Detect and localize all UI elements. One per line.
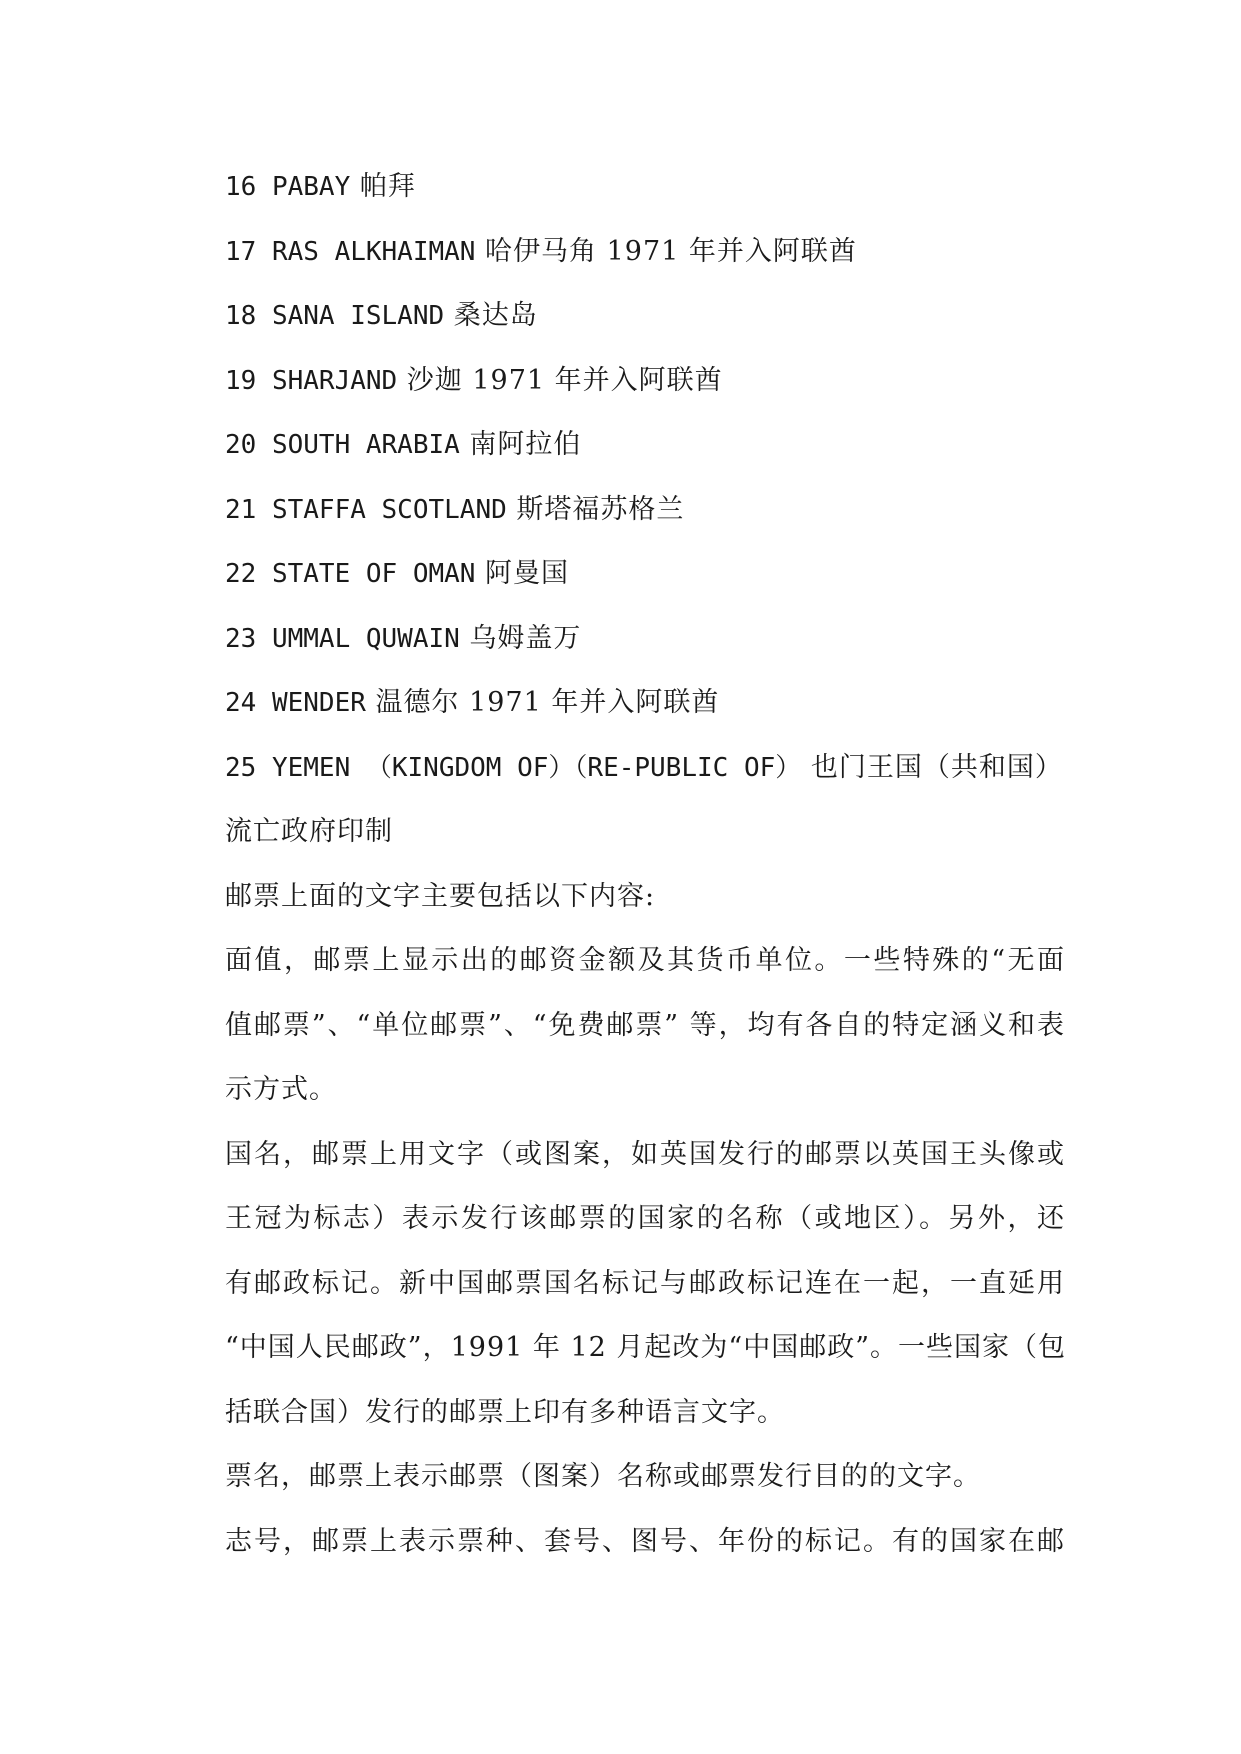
list-item <box>225 607 1065 672</box>
item-text: 温德尔 1971 年并入阿联酋 <box>375 687 720 718</box>
item-text: 哈伊马角 1971 年并入阿联酋 <box>485 235 857 267</box>
list-item <box>225 478 1065 543</box>
item-code: 23 UMMAL QUWAIN <box>225 623 460 654</box>
item-code: 25 YEMEN （KINGDOM OF）（RE-PUBLIC OF） <box>225 752 802 783</box>
item-text: 桑达岛 <box>453 300 538 331</box>
face-value-paragraph-line: 值邮票”、“单位邮票”、“免费邮票” 等，均有各自的特定涵义和表 <box>225 1009 1065 1041</box>
item-code: 16 PABAY <box>225 172 351 202</box>
face-value-paragraph-line: 面值，邮票上显示出的邮资金额及其货币单位。一些特殊的“无面 <box>225 945 1065 976</box>
document-page <box>225 155 1065 1574</box>
country-paragraph-line: 国名，邮票上用文字（或图案，如英国发行的邮票以英国王头像或 <box>225 1138 1065 1170</box>
item-code: 17 RAS ALKHAIMAN <box>225 236 476 267</box>
country-paragraph-line: “中国人民邮政”，1991 年 12 月起改为“中国邮政”。一些国家（包 <box>225 1332 1067 1363</box>
mark-paragraph: 志号，邮票上表示票种、套号、图号、年份的标记。有的国家在邮 <box>225 1525 1065 1557</box>
list-item <box>225 349 1065 414</box>
item-code: 19 SHARJAND <box>225 365 398 396</box>
item-text: 南阿拉伯 <box>469 429 582 460</box>
item-text: 也门王国（共和国） <box>810 751 1063 783</box>
item-code: 21 STAFFA SCOTLAND <box>225 494 507 525</box>
item-text: 阿曼国 <box>485 558 570 589</box>
country-paragraph-line: 括联合国）发行的邮票上印有多种语言文字。 <box>225 1396 785 1428</box>
item-text: 斯塔福苏格兰 <box>516 493 685 525</box>
item-text: 帕拜 <box>359 171 416 202</box>
item-code: 20 SOUTH ARABIA <box>225 430 460 460</box>
list-item <box>225 542 1065 607</box>
list-item <box>225 155 1065 220</box>
list-item <box>225 671 1065 736</box>
list-item <box>225 284 1065 349</box>
item-text: 沙迦 1971 年并入阿联酋 <box>406 364 723 396</box>
country-paragraph-line: 王冠为标志）表示发行该邮票的国家的名称（或地区）。另外，还 <box>225 1203 1065 1234</box>
country-paragraph-line: 有邮政标记。新中国邮票国名标记与邮政标记连在一起，一直延用 <box>225 1267 1065 1299</box>
title-paragraph: 票名，邮票上表示邮票（图案）名称或邮票发行目的的文字。 <box>225 1461 981 1492</box>
face-value-paragraph-line: 示方式。 <box>225 1074 337 1105</box>
list-item-continuation: 流亡政府印制 <box>225 816 393 847</box>
item-code: 24 WENDER <box>225 688 366 718</box>
intro-paragraph: 邮票上面的文字主要包括以下内容: <box>225 880 656 912</box>
item-code: 18 SANA ISLAND <box>225 301 445 331</box>
list-item <box>225 220 1065 285</box>
item-text: 乌姆盖万 <box>469 622 582 654</box>
item-code: 22 STATE OF OMAN <box>225 559 476 589</box>
list-item <box>225 413 1065 478</box>
list-item-yemen <box>225 736 1065 801</box>
